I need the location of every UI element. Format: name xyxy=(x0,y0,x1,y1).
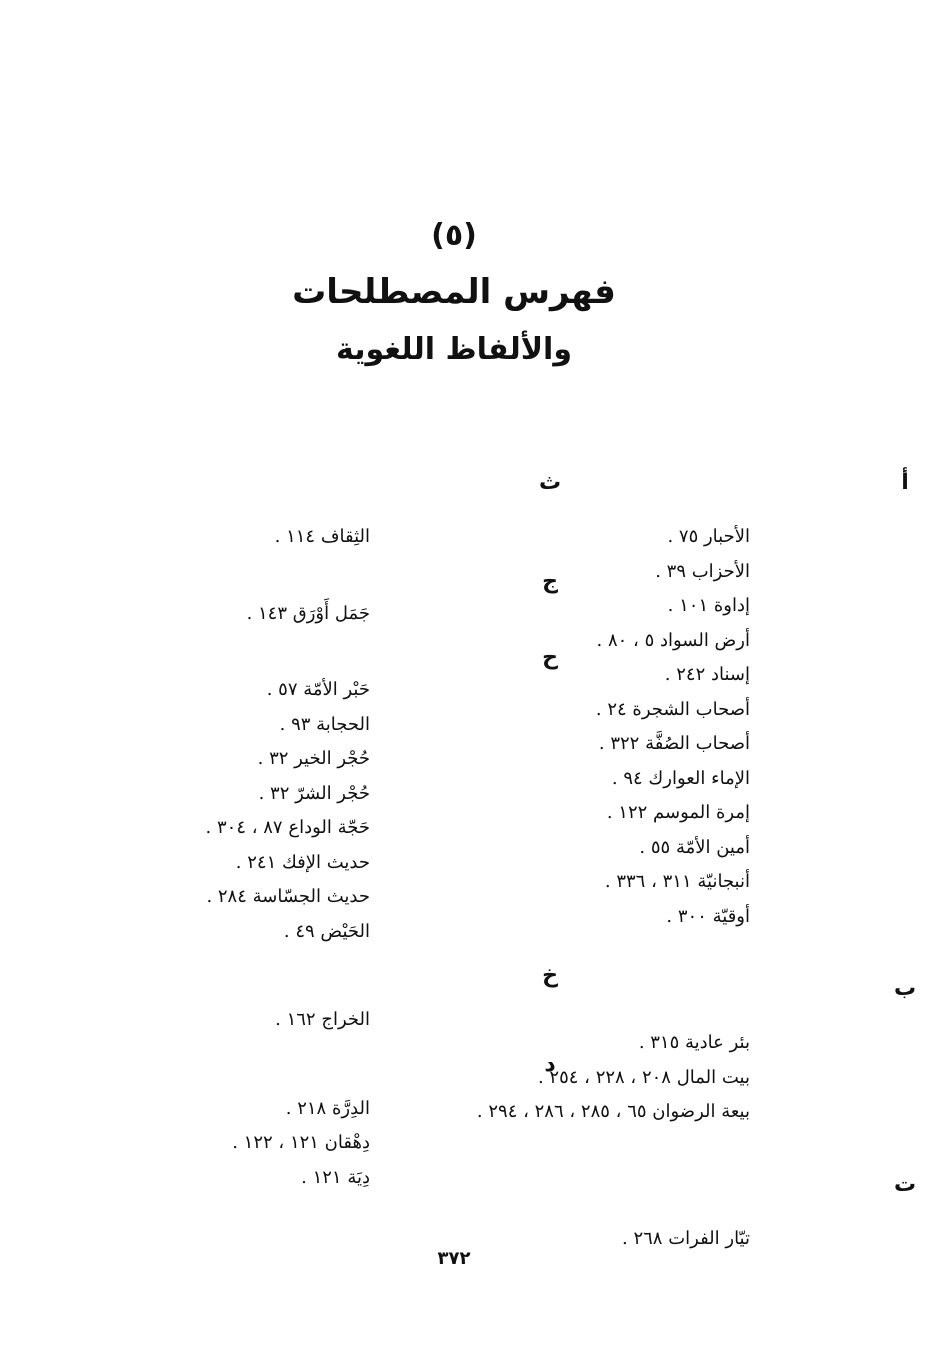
index-entry: أوقيّة ٣٠٠ . xyxy=(666,905,750,927)
index-entry: بيعة الرضوان ٦٥ ، ٢٨٥ ، ٢٨٦ ، ٢٩٤ . xyxy=(476,1101,750,1122)
index-entry: حديث الإفك ٢٤١ . xyxy=(235,851,370,873)
index-entry: الثِقاف ١١٤ . xyxy=(274,526,370,547)
index-entry: إسناد ٢٤٢ . xyxy=(664,664,750,685)
index-entry: إداوة ١٠١ . xyxy=(667,595,750,616)
index-entry: حديث الجسّاسة ٢٨٤ . xyxy=(206,886,370,907)
section-letter: ح xyxy=(542,645,558,670)
index-entry: بيت المال ٢٠٨ ، ٢٢٨ ، ٢٥٤ . xyxy=(537,1066,750,1088)
index-entry: دِيَة ١٢١ . xyxy=(301,1166,370,1188)
index-entry: الحَيْض ٤٩ . xyxy=(283,920,370,942)
index-entry: تيّار الفرات ٢٦٨ . xyxy=(622,1227,750,1249)
index-entry: أمين الأمّة ٥٥ . xyxy=(639,836,750,858)
index-entry: أنبجانيّة ٣١١ ، ٣٣٦ . xyxy=(604,871,750,892)
index-entry: إمرة الموسم ١٢٢ . xyxy=(606,802,750,823)
index-entry: بئر عادية ٣١٥ . xyxy=(638,1032,750,1053)
index-entry: حُجْر الشرّ ٣٢ . xyxy=(258,782,370,804)
section-letter: أ xyxy=(901,470,909,495)
index-title: فهرس المصطلحات xyxy=(292,272,616,312)
index-number: (٥) xyxy=(431,218,477,253)
index-entry: حُجْر الخير ٣٢ . xyxy=(257,748,370,769)
section-letter: خ xyxy=(542,963,558,988)
index-entry: الحجابة ٩٣ . xyxy=(279,713,370,735)
index-subtitle: والألفاظ اللغوية xyxy=(336,332,572,367)
index-entry: أصحاب الشجرة ٢٤ . xyxy=(595,698,750,720)
index-column-left xyxy=(20,468,562,1195)
index-column-right xyxy=(420,468,917,1256)
index-entry: حَبْر الأمّة ٥٧ . xyxy=(266,679,370,700)
index-entry: الدِرَّة ٢١٨ . xyxy=(285,1097,370,1119)
index-entry: أصحاب الصُفَّة ٣٢٢ . xyxy=(598,733,750,754)
section-letter: ب xyxy=(893,976,917,1001)
index-entry: الإماء العوارك ٩٤ . xyxy=(611,767,750,789)
page-number: ٣٧٢ xyxy=(437,1248,471,1269)
index-entry: الخراج ١٦٢ . xyxy=(275,1009,370,1030)
index-entry: الأحزاب ٣٩ . xyxy=(655,560,750,582)
index-entry: الأحبار ٧٥ . xyxy=(667,526,750,547)
index-entry: حَجّة الوداع ٨٧ ، ٣٠٤ . xyxy=(205,817,370,838)
section-letter: ج xyxy=(542,568,558,594)
index-entry: أرض السواد ٥ ، ٨٠ . xyxy=(596,629,750,651)
section-letter: ث xyxy=(538,470,562,495)
index-entry: دِهْقان ١٢١ ، ١٢٢ . xyxy=(232,1132,370,1153)
section-letter: د xyxy=(544,1051,556,1077)
section-letter: ت xyxy=(893,1171,917,1197)
index-entry: جَمَل أَوْرَق ١٤٣ . xyxy=(246,602,370,624)
